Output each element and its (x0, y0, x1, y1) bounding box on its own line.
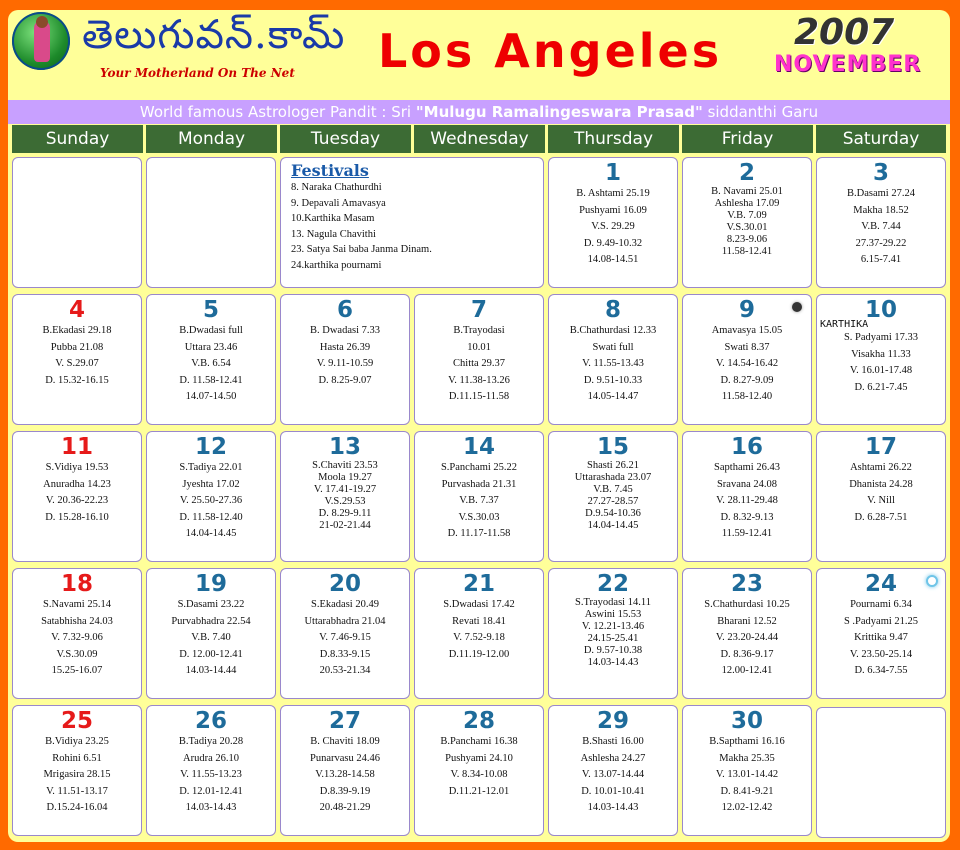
panchang-line: D. 6.34-7.55 (854, 665, 908, 676)
day-number: 21 (462, 571, 495, 597)
panchang-line: D. 8.25-9.07 (318, 374, 372, 386)
panchang-line: D. 8.27-9.09 (720, 374, 774, 386)
panchang-line: D. 11.17-11.58 (447, 528, 511, 539)
panchang-line: Purvabhadra 22.54 (171, 615, 251, 627)
banner-astrologer-name: "Mulugu Ramalingeswara Prasad" (415, 103, 703, 121)
festival-item: 8. Naraka Chathurdhi (291, 182, 382, 193)
festival-item: 10.Karthika Masam (291, 213, 375, 224)
panchang-line: Ashlesha 17.09 (714, 198, 780, 209)
panchang-line: Purvashada 21.31 (441, 478, 517, 490)
day-number: 22 (596, 571, 629, 597)
banner-prefix: World famous Astrologer Pandit : Sri (139, 103, 416, 121)
panchang-line: 14.08-14.51 (587, 254, 639, 265)
festivals-box (280, 157, 544, 288)
day-number: 4 (68, 297, 85, 323)
panchang-line: 11.58-12.40 (721, 391, 773, 402)
festival-item: 9. Depavali Amavasya (291, 197, 386, 209)
panchang-line: Arudra 26.10 (183, 752, 239, 764)
panchang-line: V. 16.01-17.48 (849, 365, 913, 376)
panchang-line: V.S.29.53 (324, 496, 366, 507)
panchang-line: V.S.30.01 (726, 222, 768, 233)
panchang-line: V. 12.21-13.46 (581, 621, 645, 632)
panchang-line: V. 28.11-29.48 (716, 495, 778, 506)
panchang-line: Mrigasira 28.15 (43, 769, 111, 780)
panchang-line: Chitta 29.37 (453, 358, 505, 369)
day-number: 28 (462, 708, 495, 734)
day-cell (816, 157, 946, 288)
panchang-line: Krittika 9.47 (854, 632, 908, 643)
panchang-line: V. 23.20-24.44 (715, 632, 779, 643)
panchang-line: V. 11.51-13.17 (46, 785, 108, 797)
panchang-line: B. Ashtami 25.19 (576, 188, 650, 199)
panchang-line: Ashtami 26.22 (850, 462, 912, 473)
panchang-line: S.Vidiya 19.53 (45, 462, 109, 473)
panchang-line: D. 8.32-9.13 (720, 511, 774, 523)
panchang-line: D. 10.01-10.41 (581, 785, 645, 797)
day-cell (414, 705, 544, 836)
day-cell (146, 294, 276, 425)
day-cell (682, 294, 812, 425)
panchang-line: Rohini 6.51 (52, 752, 102, 764)
astrologer-banner (8, 100, 950, 124)
panchang-line: B.Trayodasi (453, 325, 505, 336)
day-cell (548, 568, 678, 699)
panchang-line: D. 12.01-12.41 (179, 785, 243, 797)
day-cell (548, 705, 678, 836)
day-cell (280, 294, 410, 425)
weekday-saturday: Saturday (816, 125, 946, 153)
panchang-line: V. 9.11-10.59 (316, 358, 374, 369)
weekday-header-row (12, 125, 946, 153)
panchang-line: 24.15-25.41 (587, 633, 639, 644)
panchang-line: 14.04-14.45 (587, 520, 639, 531)
panchang-line: D.11.15-11.58 (448, 391, 510, 402)
panchang-line: 15.25-16.07 (51, 665, 103, 676)
day-number: 10 (864, 297, 897, 323)
panchang-line: S.Chaviti 23.53 (312, 460, 378, 471)
day-cell (146, 705, 276, 836)
panchang-line: S.Ekadasi 20.49 (311, 599, 379, 610)
panchang-line: 14.03-14.43 (587, 657, 639, 668)
weekday-monday: Monday (146, 125, 280, 153)
panchang-line: V. S.29.07 (55, 358, 99, 369)
day-number: 2 (738, 160, 755, 186)
day-number: 8 (604, 297, 621, 323)
panchang-line: D. 6.21-7.45 (854, 381, 908, 393)
panchang-line: Ashlesha 24.27 (580, 752, 646, 764)
panchang-line: D. 15.28-16.10 (45, 511, 109, 523)
panchang-line: B. Dwadasi 7.33 (310, 325, 380, 336)
site-logo-text[interactable]: తెలుగువన్.కామ్ (82, 12, 346, 58)
panchang-line: D. 8.36-9.17 (720, 648, 774, 660)
panchang-line: Uttara 23.46 (184, 341, 238, 353)
panchang-line: V. 20.36-22.23 (45, 495, 109, 506)
day-cell (816, 568, 946, 699)
panchang-line: D.9.54-10.36 (585, 508, 641, 519)
panchang-line: 14.03-14.43 (185, 802, 237, 813)
panchang-line: 8.23-9.06 (726, 234, 768, 245)
day-number: 12 (194, 434, 227, 460)
day-cell (816, 294, 946, 425)
panchang-line: 12.00-12.41 (721, 665, 773, 676)
panchang-line: V.B. 6.54 (191, 358, 231, 369)
panchang-line: Pubba 21.08 (50, 341, 104, 353)
day-cell (146, 568, 276, 699)
panchang-line: S. Padyami 17.33 (843, 332, 919, 343)
panchang-line: 10.01 (467, 341, 491, 353)
panchang-line: Dhanista 24.28 (849, 478, 913, 490)
day-cell (280, 568, 410, 699)
festival-item: 23. Satya Sai baba Janma Dinam. (291, 244, 432, 255)
panchang-line: Jyeshta 17.02 (182, 478, 240, 490)
panchang-line: V. 11.55-13.43 (582, 358, 644, 369)
panchang-line: 14.07-14.50 (185, 391, 237, 402)
panchang-line: D.11.21-12.01 (448, 785, 510, 797)
panchang-line: Hasta 26.39 (319, 341, 371, 353)
day-number: 30 (730, 708, 763, 734)
weekday-thursday: Thursday (548, 125, 682, 153)
logo-head-icon (36, 16, 48, 28)
panchang-line: B. Navami 25.01 (711, 186, 783, 197)
month-label: NOVEMBER (774, 52, 922, 77)
panchang-line: B.Dasami 27.24 (847, 188, 915, 199)
day-number: 13 (328, 434, 361, 460)
panchang-line: Makha 25.35 (719, 752, 775, 764)
panchang-line: Aswini 15.53 (584, 609, 642, 620)
day-number: 3 (872, 160, 889, 186)
panchang-line: Amavasya 15.05 (711, 325, 783, 336)
panchang-line: D. 8.29-9.11 (318, 508, 372, 519)
day-cell (548, 157, 678, 288)
panchang-line: 14.05-14.47 (587, 391, 639, 402)
day-cell (548, 431, 678, 562)
day-number: 27 (328, 708, 361, 734)
day-number: 24 (864, 571, 897, 597)
panchang-line: 20.48-21.29 (319, 802, 371, 813)
panchang-line: V. 13.01-14.42 (715, 769, 779, 780)
panchang-line: 14.03-14.43 (587, 802, 639, 813)
panchang-line: Moola 19.27 (318, 472, 372, 483)
panchang-line: 21-02-21.44 (319, 520, 371, 531)
festivals-title: Festivals (291, 161, 369, 180)
panchang-line: B.Panchami 16.38 (440, 736, 518, 747)
panchang-line: V.B. 7.37 (459, 495, 499, 506)
panchang-line: V. 25.50-27.36 (179, 495, 243, 506)
panchang-line: Sravana 24.08 (716, 478, 778, 490)
panchang-line: V. Nill (867, 495, 895, 506)
panchang-line: S.Navami 25.14 (43, 599, 111, 610)
empty-day-cell (816, 707, 946, 838)
panchang-line: Shasti 26.21 (587, 460, 639, 471)
day-cell (414, 568, 544, 699)
empty-day-cell (146, 157, 276, 288)
panchang-line: V. 23.50-25.14 (849, 648, 913, 660)
panchang-line: V.B. 7.45 (593, 484, 633, 495)
panchang-line: V.S.30.09 (56, 648, 98, 660)
panchang-line: D. 9.51-10.33 (583, 374, 643, 386)
weekday-sunday: Sunday (12, 125, 146, 153)
day-number: 15 (596, 434, 629, 460)
panchang-line: B.Dwadasi full (179, 325, 243, 336)
panchang-line: V.S. 29.29 (591, 221, 635, 232)
panchang-line: Makha 18.52 (853, 204, 909, 216)
header (8, 10, 950, 98)
panchang-line: 14.03-14.44 (185, 665, 237, 676)
panchang-line: D.8.33-9.15 (319, 648, 371, 660)
day-cell (12, 294, 142, 425)
panchang-line: Pushyami 24.10 (445, 752, 513, 764)
festival-item: 13. Nagula Chavithi (291, 228, 376, 240)
weekday-tuesday: Tuesday (280, 125, 414, 153)
site-tagline: Your Motherland On The Net (100, 66, 295, 80)
day-cell (280, 705, 410, 836)
day-cell (146, 431, 276, 562)
banner-suffix: siddanthi Garu (702, 103, 819, 121)
day-cell (682, 568, 812, 699)
panchang-line: V. 7.46-9.15 (319, 632, 371, 643)
day-number: 16 (730, 434, 763, 460)
day-number: 20 (328, 571, 361, 597)
panchang-line: Sapthami 26.43 (714, 462, 780, 473)
panchang-line: D.8.39-9.19 (319, 785, 371, 797)
panchang-line: D. 15.32-16.15 (45, 374, 109, 386)
month-start-label: KARTHIKA (820, 319, 869, 330)
panchang-line: B.Tadiya 20.28 (178, 736, 244, 747)
panchang-line: D. 9.57-10.38 (583, 645, 643, 656)
year-label: 2007 (794, 12, 895, 53)
panchang-line: 12.02-12.42 (721, 802, 773, 813)
panchang-line: Swati full (592, 341, 634, 353)
panchang-line: V.B. 7.40 (191, 632, 231, 643)
panchang-line: 14.04-14.45 (185, 528, 237, 539)
panchang-line: 11.58-12.41 (721, 246, 773, 257)
panchang-line: V.B. 7.44 (861, 221, 901, 232)
panchang-line: Visakha 11.33 (851, 348, 911, 360)
panchang-line: S.Trayodasi 14.11 (575, 597, 651, 608)
panchang-line: B.Sapthami 16.16 (709, 736, 785, 747)
panchang-line: D.11.19-12.00 (448, 648, 510, 660)
panchang-line: Punarvasu 24.46 (310, 752, 380, 764)
panchang-line: Bharani 12.52 (717, 615, 777, 627)
panchang-line: Uttarashada 23.07 (574, 472, 652, 483)
day-number: 29 (596, 708, 629, 734)
panchang-line: Pushyami 16.09 (579, 204, 647, 216)
panchang-line: V. 13.07-14.44 (581, 769, 645, 780)
day-number: 25 (60, 708, 93, 734)
panchang-line: 11.59-12.41 (721, 528, 773, 539)
day-number: 11 (60, 434, 93, 460)
calendar-page (8, 10, 950, 842)
day-cell (12, 705, 142, 836)
day-number: 7 (470, 297, 487, 323)
day-cell (414, 294, 544, 425)
day-number: 5 (202, 297, 219, 323)
panchang-line: Uttarabhadra 21.04 (304, 615, 386, 627)
panchang-line: 27.27-28.57 (587, 496, 639, 507)
panchang-line: V. 11.55-13.23 (180, 769, 242, 780)
panchang-line: Anuradha 14.23 (43, 478, 111, 490)
panchang-line: Pournami 6.34 (850, 599, 912, 610)
panchang-line: 6.15-7.41 (860, 254, 902, 265)
panchang-line: D. 6.28-7.51 (854, 511, 908, 523)
weekday-friday: Friday (682, 125, 816, 153)
panchang-line: B.Chathurdasi 12.33 (569, 325, 657, 336)
new-moon-icon (792, 302, 802, 312)
panchang-line: 20.53-21.34 (319, 665, 371, 676)
panchang-line: B.Shasti 16.00 (582, 736, 644, 747)
panchang-line: D. 11.58-12.40 (179, 511, 243, 523)
panchang-line: Satabhisha 24.03 (41, 615, 113, 627)
panchang-line: B.Vidiya 23.25 (45, 736, 109, 747)
panchang-line: B.Ekadasi 29.18 (42, 325, 112, 336)
day-number: 6 (336, 297, 353, 323)
panchang-line: V. 8.34-10.08 (450, 769, 508, 780)
day-number: 17 (864, 434, 897, 460)
panchang-line: S.Dwadasi 17.42 (443, 599, 515, 610)
panchang-line: D.15.24-16.04 (46, 802, 108, 813)
panchang-line: S.Chathurdasi 10.25 (704, 599, 790, 610)
day-number: 1 (604, 160, 621, 186)
day-cell (682, 431, 812, 562)
logo-emblem[interactable] (12, 12, 70, 70)
day-cell (548, 294, 678, 425)
panchang-line: D. 11.58-12.41 (179, 374, 243, 386)
day-cell (12, 431, 142, 562)
panchang-line: V. 11.38-13.26 (448, 374, 510, 386)
day-number: 18 (60, 571, 93, 597)
day-number: 9 (738, 297, 755, 323)
day-cell (682, 705, 812, 836)
panchang-line: V. 17.41-19.27 (313, 484, 377, 495)
panchang-line: S .Padyami 21.25 (843, 615, 919, 627)
city-title: Los Angeles (378, 24, 723, 78)
panchang-line: D. 8.41-9.21 (720, 785, 774, 797)
festival-item: 24.karthika pournami (291, 259, 382, 271)
day-number: 26 (194, 708, 227, 734)
panchang-line: S.Tadiya 22.01 (179, 462, 243, 473)
panchang-line: V.13.28-14.58 (315, 769, 375, 780)
panchang-line: Revati 18.41 (452, 615, 506, 627)
day-cell (12, 568, 142, 699)
panchang-line: 27.37-29.22 (855, 237, 907, 249)
panchang-line: D. 12.00-12.41 (179, 648, 243, 660)
day-number: 14 (462, 434, 495, 460)
day-cell (414, 431, 544, 562)
panchang-line: D. 9.49-10.32 (583, 237, 643, 249)
panchang-line: V.B. 7.09 (727, 210, 767, 221)
panchang-line: S.Panchami 25.22 (440, 462, 518, 473)
panchang-line: V. 14.54-16.42 (715, 358, 779, 369)
full-moon-icon (926, 575, 938, 587)
day-cell (682, 157, 812, 288)
panchang-line: S.Dasami 23.22 (177, 599, 245, 610)
day-number: 23 (730, 571, 763, 597)
empty-day-cell (12, 157, 142, 288)
panchang-line: V. 7.52-9.18 (453, 632, 505, 643)
panchang-line: V. 7.32-9.06 (51, 632, 103, 643)
panchang-line: B. Chaviti 18.09 (310, 736, 380, 747)
panchang-line: Swati 8.37 (724, 341, 770, 353)
day-number: 19 (194, 571, 227, 597)
weekday-wednesday: Wednesday (414, 125, 548, 153)
day-cell (816, 431, 946, 562)
day-cell (280, 431, 410, 562)
panchang-line: V.S.30.03 (458, 511, 500, 523)
